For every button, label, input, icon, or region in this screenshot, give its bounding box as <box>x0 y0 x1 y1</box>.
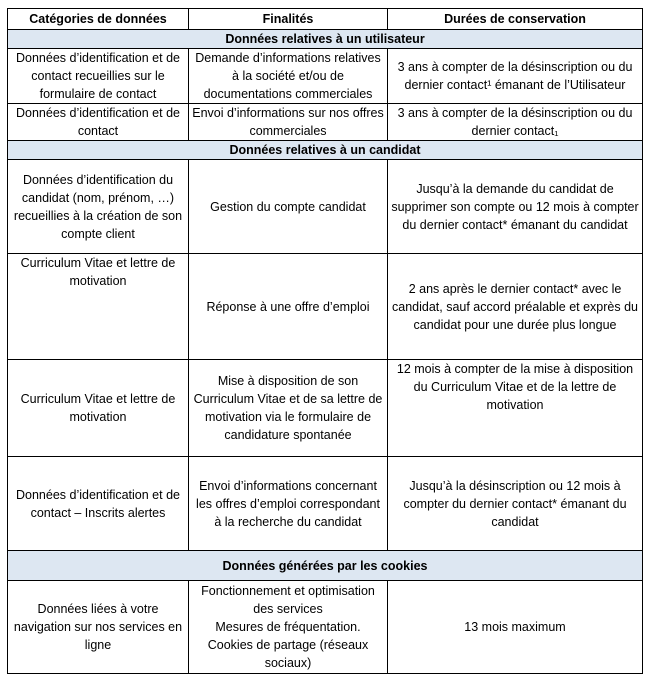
section-title-cookies: Données générées par les cookies <box>8 551 643 581</box>
cell-finalite: Mise à disposition de son Curriculum Vitae et de sa lettre de motivation via le formulaire de candidature spontanée <box>189 360 388 457</box>
header-row <box>8 9 643 30</box>
cell-duree: 13 mois maximum <box>388 581 643 674</box>
header-finalites: Finalités <box>189 9 388 30</box>
section-row-candidat <box>8 141 643 160</box>
section-title-candidat: Données relatives à un candidat <box>8 141 643 160</box>
table-row <box>8 457 643 551</box>
cell-duree: 2 ans après le dernier contact* avec le candidat, sauf accord préalable et exprès du candidat pour une durée plus longue <box>388 254 643 360</box>
cell-categorie: Curriculum Vitae et lettre de motivation <box>8 360 189 457</box>
cell-finalite: Envoi d’informations concernant les offres d’emploi correspondant à la recherche du candidat <box>189 457 388 551</box>
cell-finalite: Envoi d’informations sur nos offres commerciales <box>189 104 388 141</box>
cell-duree: 3 ans à compter de la désinscription ou du dernier contact¹ émanant de l’Utilisateur <box>388 49 643 104</box>
cell-duree: Jusqu’à la demande du candidat de supprimer son compte ou 12 mois à compter du dernier contact* émanant du candidat <box>388 160 643 254</box>
header-categories: Catégories de données <box>8 9 189 30</box>
table-row <box>8 581 643 674</box>
table-row <box>8 160 643 254</box>
cell-finalite: Réponse à une offre d’emploi <box>189 254 388 360</box>
table-row <box>8 360 643 457</box>
cell-categorie: Curriculum Vitae et lettre de motivation <box>8 254 189 360</box>
section-row-cookies <box>8 551 643 581</box>
cell-finalite: Demande d’informations relatives à la société et/ou de documentations commerciales <box>189 49 388 104</box>
cell-categorie: Données liées à votre navigation sur nos services en ligne <box>8 581 189 674</box>
header-durees: Durées de conservation <box>388 9 643 30</box>
table-row <box>8 49 643 104</box>
cell-finalite: Gestion du compte candidat <box>189 160 388 254</box>
table-row <box>8 254 643 360</box>
section-row-utilisateur <box>8 30 643 49</box>
cell-duree: Jusqu’à la désinscription ou 12 mois à compter du dernier contact* émanant du candidat <box>388 457 643 551</box>
cell-categorie: Données d’identification et de contact – Inscrits alertes <box>8 457 189 551</box>
cell-finalite: Fonctionnement et optimisation des services Mesures de fréquentation. Cookies de partage (réseaux sociaux) <box>189 581 388 674</box>
data-retention-table <box>7 8 643 674</box>
cell-categorie: Données d’identification et de contact recueillies sur le formulaire de contact <box>8 49 189 104</box>
section-title-utilisateur: Données relatives à un utilisateur <box>8 30 643 49</box>
table-row <box>8 104 643 141</box>
cell-categorie: Données d’identification du candidat (nom, prénom, …) recueillies à la création de son compte client <box>8 160 189 254</box>
cell-duree: 3 ans à compter de la désinscription ou du dernier contact₁ <box>388 104 643 141</box>
cell-duree: 12 mois à compter de la mise à disposition du Curriculum Vitae et de la lettre de motivation <box>388 360 643 457</box>
cell-categorie: Données d’identification et de contact <box>8 104 189 141</box>
